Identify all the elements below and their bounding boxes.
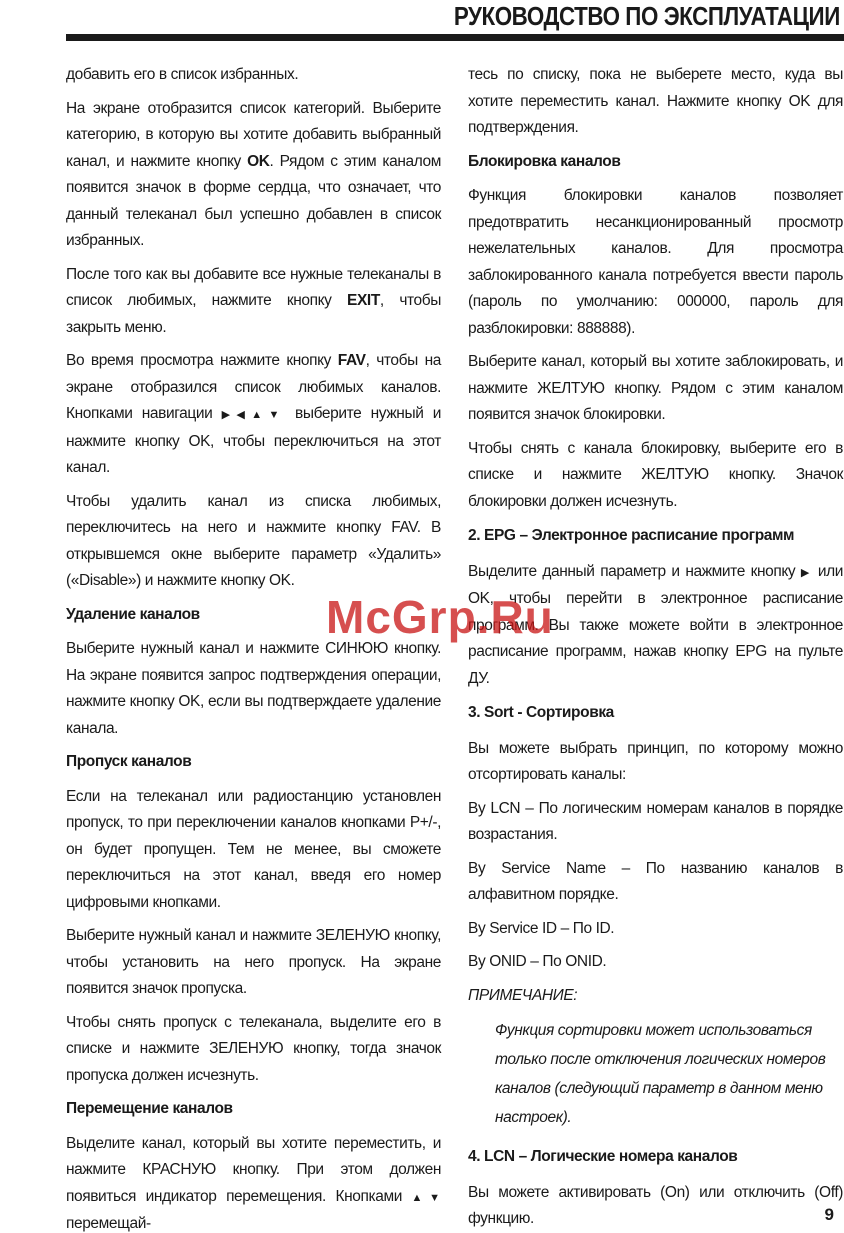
right-column — [468, 62, 843, 1233]
paragraph: Чтобы снять пропуск с телеканала, выделите его в списке и нажмите ЗЕЛЕНУЮ кнопку, тогда значок пропуска должен исчезнуть. — [66, 1013, 441, 1084]
text: Во время просмотра нажмите кнопку — [66, 352, 338, 369]
paragraph: Чтобы снять с канала блокировку, выберите его в списке и нажмите ЖЕЛТУЮ кнопку. Значок блокировки должен исчезнуть. — [468, 439, 843, 510]
text: или OK, чтобы перейти в электронное расписание программ. Вы также можете войти в электронное расписание программ, нажав кнопку EPG на пульте ДУ. — [468, 562, 843, 687]
text: Выделите канал, который вы хотите переместить, и нажмите КРАСНУЮ кнопку. При этом должен появиться индикатор перемещения. Кнопками — [66, 1134, 441, 1205]
paragraph: добавить его в список избранных. — [66, 66, 299, 83]
text: , чтобы на экране отобразился список любимых каналов. Кнопками навигации — [66, 352, 441, 422]
section-heading: Пропуск каналов — [66, 753, 192, 770]
page-header-title: РУКОВОДСТВО ПО ЭКСПЛУАТАЦИИ — [453, 1, 840, 31]
section-heading: Удаление каналов — [66, 605, 200, 623]
navigation-arrows-icon: ▶◀▲▼ — [221, 409, 286, 421]
up-down-arrows-icon: ▲▼ — [411, 1191, 441, 1204]
paragraph: Чтобы удалить канал из списка любимых, переключитесь на него и нажмите кнопку FAV. В открывшемся окне выберите параметр «Удалить» («Disable») и нажмите кнопку OK. — [66, 492, 441, 589]
paragraph — [66, 96, 441, 255]
paragraph: Вы можете выбрать принцип, по которому можно отсортировать каналы: — [468, 739, 843, 783]
text: выберите нужный и нажмите кнопку OK, чтобы переключиться на этот канал. — [66, 405, 441, 476]
paragraph: тесь по списку, пока не выберете место, куда вы хотите переместить канал. Нажмите кнопку OK для подтверждения. — [468, 66, 843, 136]
text: перемещай- — [66, 1215, 151, 1232]
text: На экране отобразится список категорий. Выберите категорию, в которую вы хотите добавить выбранный канал, и нажмите кнопку — [66, 99, 441, 170]
left-column — [66, 62, 441, 1233]
text: . Рядом с этим каналом появится значок в форме сердца, что означает, что данный телеканал был успешно добавлен в список избранных. — [66, 152, 441, 249]
paragraph: Выберите канал, который вы хотите заблокировать, и нажмите ЖЕЛТУЮ кнопку. Рядом с этим каналом появится значок блокировки. — [468, 353, 843, 423]
paragraph: Функция блокировки каналов позволяет предотвратить несанкционированный просмотр нежелательных каналов. Для просмотра заблокированного канала потребуется ввести пароль (пароль по умолчанию: 000000, пароль для разблокировки: 888888). — [468, 187, 843, 337]
section-heading: 3. Sort - Сортировка — [468, 704, 614, 721]
watermark: McGrp.Ru — [326, 591, 554, 643]
paragraph: By ONID – По ONID. — [468, 953, 607, 970]
paragraph — [66, 348, 441, 482]
page-number: 9 — [824, 1205, 834, 1224]
paragraph: By Service ID – По ID. — [468, 919, 615, 937]
section-heading: Перемещение каналов — [66, 1100, 233, 1117]
header-rule — [66, 34, 844, 41]
right-arrow-icon: ▶ — [800, 566, 813, 579]
paragraph — [66, 1131, 441, 1233]
section-heading: Блокировка каналов — [468, 152, 621, 170]
paragraph: Вы можете активировать (On) или отключить (Off) функцию. — [468, 1183, 843, 1227]
paragraph: By Service Name – По названию каналов в алфавитном порядке. — [468, 859, 843, 903]
key-label: EXIT — [347, 292, 380, 309]
key-label: FAV — [337, 352, 366, 369]
key-label: OK — [247, 152, 270, 170]
section-heading: 4. LCN – Логические номера каналов — [468, 1148, 738, 1165]
paragraph: Выберите нужный канал и нажмите СИНЮЮ кнопку. На экране появится запрос подтверждения операции, нажмите кнопку OK, если вы подтверждаете удаление канала. — [66, 640, 441, 737]
paragraph: Если на телеканал или радиостанцию установлен пропуск, то при переключении каналов кнопками P+/-, он будет пропущен. Тем не менее, вы сможете переключиться на этот канал, введя его номер цифровыми кнопками. — [66, 787, 441, 911]
paragraph — [66, 262, 441, 342]
paragraph: Выберите нужный канал и нажмите ЗЕЛЕНУЮ кнопку, чтобы установить на него пропуск. На экране появится значок пропуска. — [66, 927, 441, 997]
text: После того как вы добавите все нужные телеканалы в список любимых, нажмите кнопку — [66, 265, 441, 309]
note-label: ПРИМЕЧАНИЕ: — [468, 986, 578, 1004]
text: Выделите данный параметр и нажмите кнопку — [468, 562, 801, 580]
paragraph: By LCN – По логическим номерам каналов в порядке возрастания. — [468, 799, 843, 843]
section-heading: 2. EPG – Электронное расписание программ — [468, 527, 795, 544]
note-text: Функция сортировки может использоваться только после отключения логических номеров каналов (следующий параметр в данном меню настроек). — [495, 1022, 826, 1126]
text: , чтобы закрыть меню. — [66, 292, 441, 336]
